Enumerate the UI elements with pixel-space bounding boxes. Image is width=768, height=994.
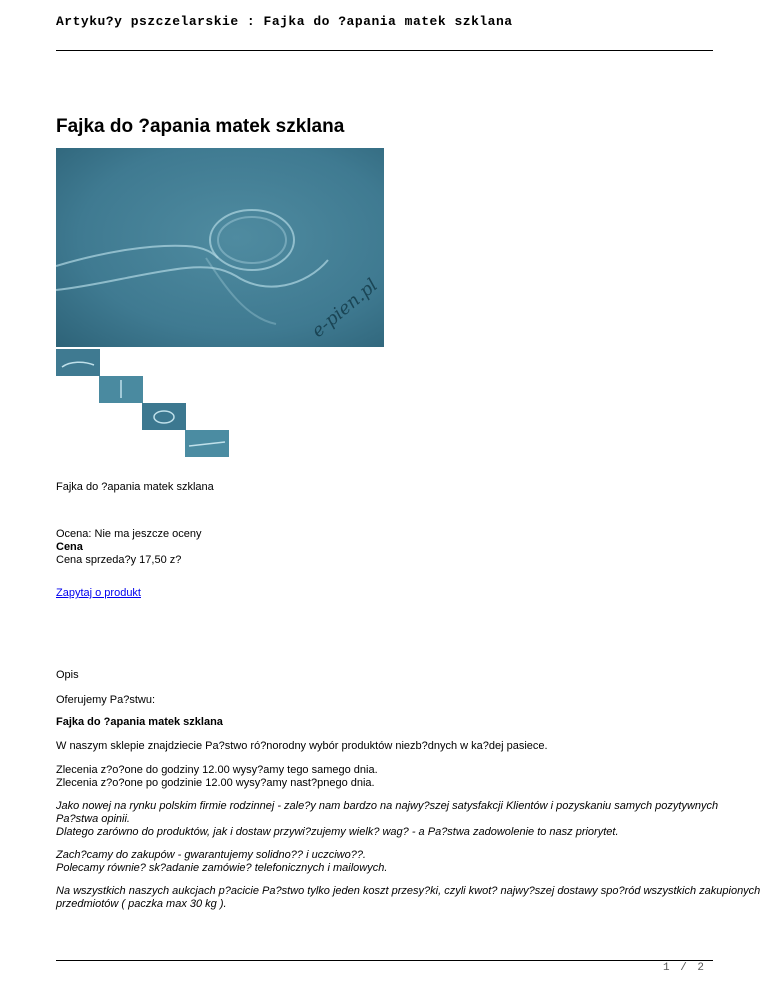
price-heading: Cena xyxy=(56,541,83,553)
price-value: Cena sprzeda?y 17,50 z? xyxy=(56,554,182,566)
watermark-text: e-pien.pl xyxy=(307,274,382,342)
description-product-name: Fajka do ?apania matek szklana xyxy=(56,716,223,728)
shipping-line: Zlecenia z?o?one po godzinie 12.00 wysy?amy nast?pnego dnia. xyxy=(56,777,375,789)
description-intro: Oferujemy Pa?stwu: xyxy=(56,694,156,706)
product-image[interactable] xyxy=(56,148,384,347)
page-header-title: Artyku?y pszczelarskie : Fajka do ?apania matek szklana xyxy=(56,14,513,29)
header-divider xyxy=(56,50,713,51)
auction-shipping-line: Na wszystkich naszych aukcjach p?acicie Pa?stwo tylko jeden koszt przesy?ki, czyli kwot? najwy?szej dostawy spo?ród wszystkich zakupionych xyxy=(56,885,761,897)
encourage-line: Zach?camy do zakupów - gwarantujemy solidno?? i uczciwo??. xyxy=(56,849,366,861)
rating-text: Ocena: Nie ma jeszcze oceny xyxy=(56,528,202,540)
ask-about-product-link[interactable]: Zapytaj o produkt xyxy=(56,587,141,599)
image-caption: Fajka do ?apania matek szklana xyxy=(56,481,214,493)
product-thumbnail[interactable] xyxy=(142,403,186,430)
product-thumbnail[interactable] xyxy=(56,349,100,376)
description-paragraph: W naszym sklepie znajdziecie Pa?stwo ró?norodny wybór produktów niezb?dnych w ka?dej pasiece. xyxy=(56,740,548,752)
footer-divider xyxy=(56,960,713,961)
encourage-line: Polecamy równie? sk?adanie zamówie? telefonicznych i mailowych. xyxy=(56,862,388,874)
shipping-line: Zlecenia z?o?one do godziny 12.00 wysy?amy tego samego dnia. xyxy=(56,764,378,776)
description-heading: Opis xyxy=(56,669,79,681)
company-paragraph-line: Jako nowej na rynku polskim firmie rodzinnej - zale?y nam bardzo na najwy?szej satysfakcji Klientów i pozyskaniu samych pozytywnych xyxy=(56,800,719,812)
product-thumbnail[interactable] xyxy=(185,430,229,457)
company-paragraph-line: Dlatego zarówno do produktów, jak i dostaw przywi?zujemy wielk? wag? - a Pa?stwa zadowolenie to nasz priorytet. xyxy=(56,826,619,838)
auction-shipping-line: przedmiotów ( paczka max 30 kg ). xyxy=(56,898,227,910)
page-number: 1 / 2 xyxy=(663,962,707,974)
product-thumbnail[interactable] xyxy=(99,376,143,403)
company-paragraph-line: Pa?stwa opinii. xyxy=(56,813,130,825)
product-title: Fajka do ?apania matek szklana xyxy=(56,116,345,137)
